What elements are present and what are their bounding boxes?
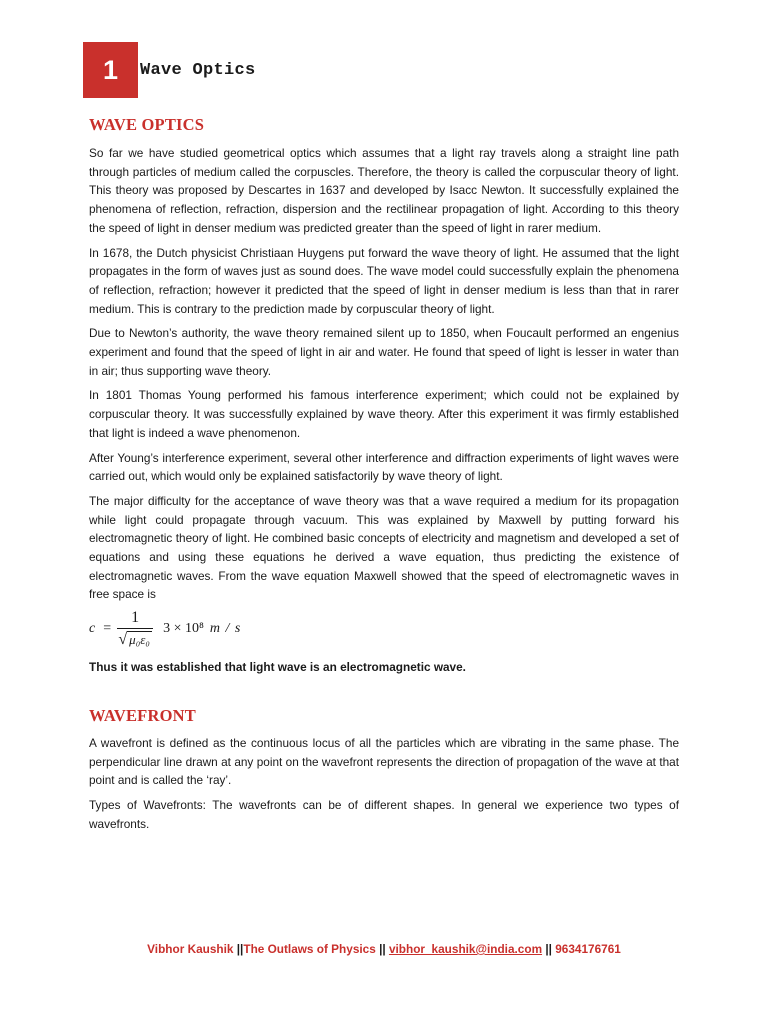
- footer-separator: ||: [236, 942, 244, 956]
- formula-lhs: c: [89, 621, 96, 637]
- sqrt-icon: √: [118, 631, 128, 649]
- paragraph: Types of Wavefronts: The wavefronts can be of different shapes. In general we experience two types of wavefronts.: [89, 797, 679, 831]
- paragraph: So far we have studied geometrical optics which assumes that a light ray travels along a straight line path through particles of medium called the corpuscles. Therefore, the theory is called the corpuscular theory of light. This theory was proposed by Descartes in 1637 and developed by Isacc Newton. It successfully explained the phenomena of reflection, refraction, dispersion and the rectilinear propagation of light. According to this theory the speed of light in denser medium was predicted greater than the speed of light in rarer medium.: [89, 146, 679, 235]
- footer-separator: ||: [545, 942, 552, 956]
- formula-numerator: 1: [117, 609, 153, 629]
- page-footer: [0, 942, 768, 956]
- chapter-number-badge: [83, 42, 138, 98]
- section-spacer: [89, 677, 679, 705]
- document-body: [89, 114, 679, 839]
- formula-fraction: [117, 609, 153, 649]
- paragraph: After Young’s interference experiment, several other interference and diffraction experiments of light waves were carried out, which would only be explained satisfactorily by wave theory of light.: [89, 450, 679, 484]
- section-heading-wave-optics: WAVE OPTICS: [89, 115, 205, 134]
- conclusion-text: Thus it was established that light wave is an electromagnetic wave.: [89, 660, 466, 675]
- footer-tagline: The Outlaws of Physics: [243, 942, 376, 956]
- formula-unit: m / s: [209, 621, 242, 637]
- footer-email-link[interactable]: vibhor_kaushik@india.com: [388, 942, 543, 956]
- formula-denominator-group: [118, 629, 151, 649]
- chapter-title: Wave Optics: [140, 60, 256, 80]
- speed-of-light-formula: [89, 606, 679, 652]
- formula-denominator: μ₀ε₀: [129, 632, 150, 648]
- paragraph: In 1801 Thomas Young performed his famous interference experiment; which could not be explained by corpuscular theory. It was successfully explained by wave theory. After this experiment it was firmly established that light is indeed a wave phenomenon.: [89, 388, 679, 440]
- paragraph: Due to Newton’s authority, the wave theory remained silent up to 1850, when Foucault performed an engenius experiment and found that the speed of light in air and water. He found that speed of light is lesser in water than in air; thus supporting wave theory.: [89, 326, 679, 378]
- section-heading-wavefront: WAVEFRONT: [89, 705, 196, 725]
- formula-equals: =: [103, 621, 112, 637]
- footer-author: Vibhor Kaushik: [147, 942, 234, 956]
- chapter-number: 1: [102, 54, 119, 85]
- formula-value: 3 × 10⁸: [163, 621, 204, 637]
- footer-separator: ||: [379, 942, 386, 956]
- chapter-header: [83, 42, 256, 98]
- paragraph: In 1678, the Dutch physicist Christiaan Huygens put forward the wave theory of light. He assumed that the light propagates in the form of waves just as sound does. The wave model could successfully explain the phenomena of reflection, refraction; however it predicted that the speed of light in denser medium is less than that in rarer medium. This is contrary to the prediction made by corpuscular theory of light.: [89, 245, 679, 316]
- paragraph: The major difficulty for the acceptance of wave theory was that a wave required a medium for its propagation while light could propagate through vacuum. This was explained by Maxwell by putting forward his electromagnetic theory of light. He combined basic concepts of electricity and magnetism and developed a set of equations and using these equations he derived a wave equation, thus predicting the existence of electromagnetic waves. From the wave equation Maxwell showed that the speed of electromagnetic waves in free space is: [89, 493, 679, 602]
- paragraph: A wavefront is defined as the continuous locus of all the particles which are vibrating in the same phase. The perpendicular line drawn at any point on the wavefront represents the direction of propagation of the wave at that point and is called the ‘ray’.: [89, 735, 679, 788]
- footer-phone: 9634176761: [555, 942, 621, 956]
